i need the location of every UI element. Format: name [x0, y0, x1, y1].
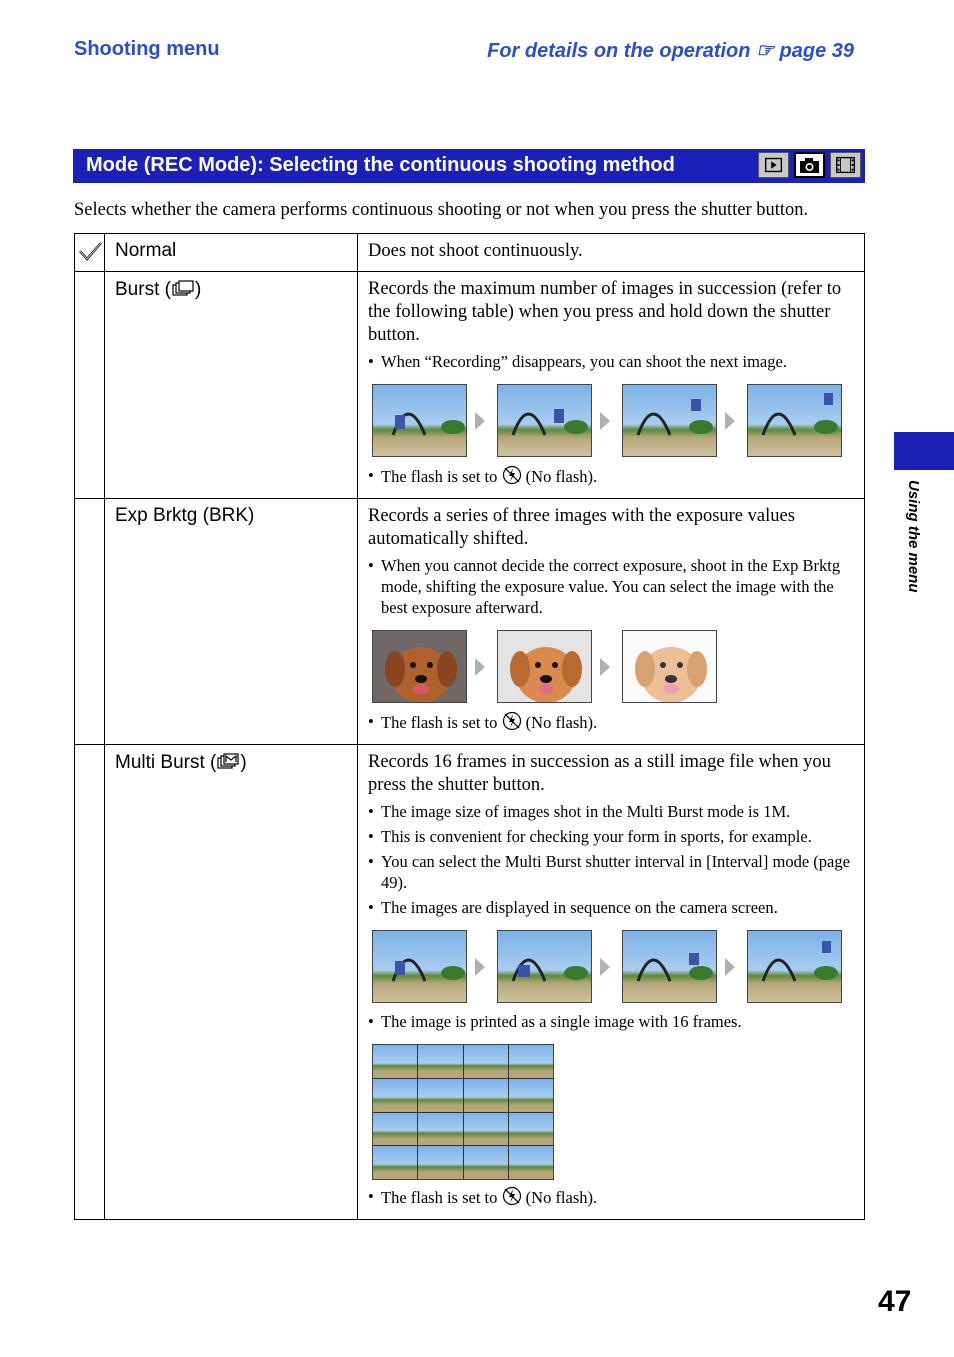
arrow-icon	[725, 412, 735, 430]
still-camera-icon	[794, 152, 825, 178]
option-note: • The images are displayed in sequence on the camera screen.	[368, 897, 854, 918]
arrow-icon	[600, 412, 610, 430]
table-row	[75, 234, 865, 272]
option-note: • This is convenient for checking your form in sports, for example.	[368, 826, 854, 847]
dog-photo-dark	[372, 630, 467, 703]
no-flash-icon	[502, 1186, 522, 1211]
option-description: Records the maximum number of images in succession (refer to the following table) when you press and hold down the shutter button.	[368, 279, 842, 345]
flash-note: • The flash is set to (No flash).	[368, 711, 854, 736]
option-name: Burst ( )	[105, 272, 357, 304]
arrow-icon	[475, 958, 485, 976]
playback-mode-icon	[758, 152, 789, 178]
sixteen-frame-image	[372, 1044, 554, 1180]
section-title: Shooting menu	[74, 38, 220, 60]
table-row	[75, 745, 865, 1220]
arrow-icon	[725, 958, 735, 976]
option-note: • The image size of images shot in the Multi Burst mode is 1M.	[368, 801, 854, 822]
swing-photo	[622, 930, 717, 1003]
multi-burst-image-sequence	[372, 930, 854, 1003]
chapter-tab	[894, 432, 954, 470]
banner-title: Mode (REC Mode): Selecting the continuous shooting method	[86, 154, 675, 176]
option-name: Multi Burst ( )	[105, 745, 357, 777]
table-row	[75, 499, 865, 745]
dog-photo-bright	[622, 630, 717, 703]
no-flash-icon	[502, 465, 522, 490]
arrow-icon	[475, 658, 485, 676]
option-description: Records 16 frames in succession as a still image file when you press the shutter button.	[368, 752, 831, 795]
burst-image-sequence	[372, 384, 854, 457]
arrow-icon	[600, 958, 610, 976]
option-note: • When “Recording” disappears, you can shoot the next image.	[368, 351, 854, 372]
no-flash-icon	[502, 711, 522, 736]
bracket-image-sequence	[372, 630, 854, 703]
burst-icon	[171, 278, 195, 304]
swing-photo	[747, 384, 842, 457]
option-note: • You can select the Multi Burst shutter interval in [Interval] mode (page 49).	[368, 851, 854, 893]
option-name: Normal	[115, 240, 177, 261]
swing-photo	[497, 930, 592, 1003]
page-number: 47	[878, 1285, 912, 1318]
flash-note: • The flash is set to (No flash).	[368, 465, 854, 490]
table-row	[75, 272, 865, 499]
arrow-icon	[600, 658, 610, 676]
swing-photo	[497, 384, 592, 457]
intro-text: Selects whether the camera performs continuous shooting or not when you press the shutter button.	[74, 200, 809, 220]
option-note: • When you cannot decide the correct exposure, shoot in the Exp Brktg mode, shifting the exposure value. You can select the image with the best exposure afterward.	[368, 555, 854, 618]
chapter-label: Using the menu	[905, 480, 922, 593]
option-description: Records a series of three images with the exposure values automatically shifted.	[368, 506, 795, 549]
flash-note: • The flash is set to (No flash).	[368, 1186, 854, 1211]
options-table	[74, 233, 865, 1220]
print-note: • The image is printed as a single image with 16 frames.	[368, 1011, 854, 1032]
swing-photo	[372, 384, 467, 457]
movie-film-icon	[830, 152, 861, 178]
arrow-icon	[475, 412, 485, 430]
mode-icons	[758, 152, 861, 178]
section-banner	[73, 149, 865, 183]
details-reference: For details on the operation ☞ page 39	[487, 40, 854, 62]
swing-photo	[372, 930, 467, 1003]
multi-burst-icon	[216, 751, 240, 777]
dog-photo-normal	[497, 630, 592, 703]
swing-photo	[747, 930, 842, 1003]
option-name: Exp Brktg (BRK)	[115, 505, 255, 526]
default-checkmark-icon	[75, 234, 105, 268]
swing-photo	[622, 384, 717, 457]
option-description: Does not shoot continuously.	[368, 241, 583, 261]
